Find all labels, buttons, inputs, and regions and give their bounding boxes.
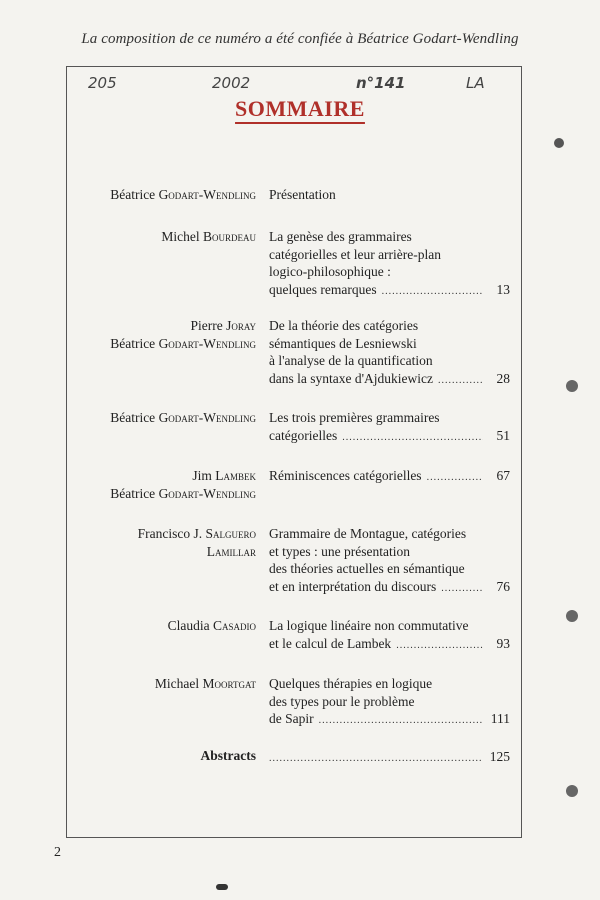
entry-title	[269, 748, 510, 768]
dot-leader	[441, 580, 483, 598]
title-last-line: et le calcul de Lambek ..... 93	[269, 635, 510, 655]
abstracts-label: Abstracts	[200, 748, 256, 763]
author: Francisco J. Salguero	[137, 526, 256, 541]
title-line: La genèse des grammaires	[269, 229, 412, 244]
title-line: sémantiques de Lesniewski	[269, 335, 417, 351]
title-line: et types : une présentation	[269, 543, 410, 559]
title-line: logico-philosophique :	[269, 264, 391, 279]
title-line: des types pour le problème	[269, 693, 415, 709]
handwritten-note-d: LA	[466, 74, 485, 92]
page-ref: 67	[496, 468, 510, 483]
title-line: à l'analyse de la quantification	[269, 353, 433, 368]
title-line: des théories actuelles en sémantique	[269, 561, 465, 576]
page-ref: 93	[496, 635, 510, 651]
binder-hole-mark	[554, 138, 564, 148]
title-last-line: de Sapir ..... 111	[269, 710, 510, 730]
title-line: De la théorie des catégories	[269, 318, 419, 333]
page-title: SOMMAIRE	[235, 96, 365, 121]
page-ref: 111	[490, 711, 510, 726]
entry-title	[269, 186, 510, 204]
entry-authors	[70, 525, 256, 560]
author: Béatrice Godart-Wendling	[110, 410, 256, 425]
author: Michel Bourdeau	[161, 229, 256, 244]
ink-spot	[216, 884, 228, 890]
handwritten-note-c: n°141	[356, 74, 406, 92]
handwritten-note-b: 2002	[212, 74, 251, 92]
binder-hole-mark	[566, 785, 578, 797]
entry-title	[269, 317, 510, 389]
page-ref: 51	[496, 427, 510, 443]
handwritten-note-a: 205	[88, 74, 117, 92]
author: Lamillar	[206, 543, 256, 559]
dot-leader	[382, 283, 483, 301]
entry-authors	[70, 617, 256, 635]
title-last-line: Réminiscences catégorielles ..... 67	[269, 467, 510, 487]
title-last-line: et en interprétation du discours ..... 76	[269, 578, 510, 598]
entry-title	[269, 409, 510, 446]
author: Jim Lambek	[192, 468, 256, 483]
dot-leader	[319, 712, 483, 730]
dot-leader	[342, 429, 483, 447]
entry-authors	[70, 186, 256, 204]
entry-title	[269, 228, 510, 300]
page-ref: 28	[496, 370, 510, 386]
entry-authors	[70, 675, 256, 693]
entry-authors	[70, 317, 256, 352]
entry-title	[269, 617, 510, 654]
title-last-line: dans la syntaxe d'Ajdukiewicz ..... 28	[269, 370, 510, 390]
author: Béatrice Godart-Wendling	[110, 187, 256, 202]
title-line: Les trois premières grammaires	[269, 410, 440, 425]
title-line: Présentation	[269, 187, 336, 202]
page-ref: 125	[489, 749, 510, 764]
title-line: catégorielles et leur arrière-plan	[269, 246, 442, 262]
title-last-line	[269, 748, 510, 768]
entry-title	[269, 525, 510, 597]
dot-leader	[427, 469, 483, 487]
author: Béatrice Godart-Wendling	[110, 485, 256, 501]
dot-leader	[438, 372, 483, 390]
title-last-line: catégorielles ..... 51	[269, 427, 510, 447]
dot-leader	[269, 750, 483, 768]
author: Pierre Joray	[190, 318, 256, 333]
composition-note: La composition de ce numéro a été confiée à Béatrice Godart-Wendling	[81, 31, 519, 47]
binder-hole-mark	[566, 610, 578, 622]
title-last-line: quelques remarques ..... 13	[269, 281, 510, 301]
title-line: La logique linéaire non commutative	[269, 618, 469, 633]
entry-title	[269, 675, 510, 730]
dot-leader	[396, 637, 483, 655]
entry-title	[269, 467, 510, 487]
entry-authors	[70, 467, 256, 502]
author: Claudia Casadio	[167, 618, 256, 633]
title-line: Quelques thérapies en logique	[269, 676, 433, 691]
entry-authors	[70, 409, 256, 427]
author: Michael Moortgat	[154, 676, 256, 691]
page-ref: 76	[496, 578, 510, 594]
page-number: 2	[54, 845, 61, 860]
binder-hole-mark	[566, 380, 578, 392]
author: Béatrice Godart-Wendling	[110, 335, 256, 351]
entry-authors	[70, 228, 256, 246]
title-line: Grammaire de Montague, catégories	[269, 526, 467, 541]
page-ref: 13	[496, 281, 510, 297]
